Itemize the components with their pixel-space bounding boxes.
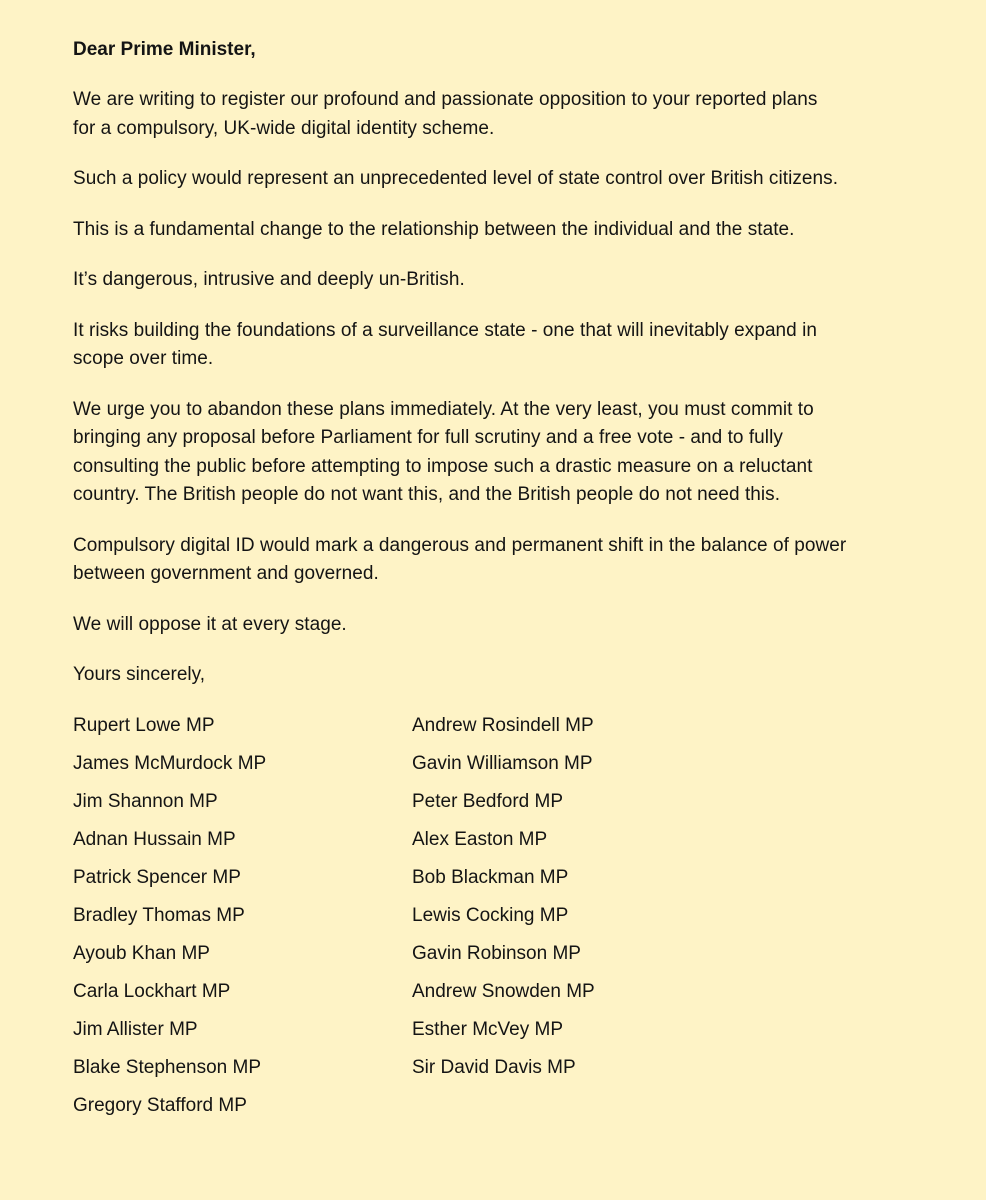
signatory: Gavin Williamson MP xyxy=(412,753,593,774)
signatory: Bob Blackman MP xyxy=(412,867,569,888)
signatory: Carla Lockhart MP xyxy=(73,981,231,1002)
signatory: Gavin Robinson MP xyxy=(412,943,581,964)
paragraph-oppose: We will oppose it at every stage. xyxy=(73,613,347,635)
signatory: Peter Bedford MP xyxy=(412,791,564,812)
paragraph-surveillance: It risks building the foundations of a surveillance state - one that will inevitably expand in scope over time. xyxy=(73,319,818,369)
paragraph-state-control: Such a policy would represent an unprecedented level of state control over British citizens. xyxy=(73,168,839,189)
closing: Yours sincerely, xyxy=(73,664,206,685)
signatory: Blake Stephenson MP xyxy=(73,1057,262,1078)
signatory: Adnan Hussain MP xyxy=(73,829,236,850)
signatory: Sir David Davis MP xyxy=(412,1057,576,1078)
signatory: Esther McVey MP xyxy=(412,1019,563,1040)
signatory: James McMurdock MP xyxy=(73,753,267,774)
signatory: Rupert Lowe MP xyxy=(73,715,215,736)
signatory: Andrew Snowden MP xyxy=(412,981,595,1002)
signatory: Lewis Cocking MP xyxy=(412,905,569,926)
salutation: Dear Prime Minister, xyxy=(73,39,256,60)
signatory: Jim Allister MP xyxy=(73,1019,198,1040)
signatory: Jim Shannon MP xyxy=(73,791,218,812)
signatory: Patrick Spencer MP xyxy=(73,867,241,888)
signatory: Ayoub Khan MP xyxy=(73,943,210,964)
signatory: Gregory Stafford MP xyxy=(73,1095,247,1116)
signatories xyxy=(73,707,933,1127)
signatories-left-column xyxy=(73,707,266,1125)
paragraph-power-shift: Compulsory digital ID would mark a dangerous and permanent shift in the balance of power between government and governed. xyxy=(73,534,847,584)
signatory: Bradley Thomas MP xyxy=(73,905,245,926)
paragraph-fundamental-change: This is a fundamental change to the relationship between the individual and the state. xyxy=(73,218,795,240)
paragraph-dangerous: It’s dangerous, intrusive and deeply un-British. xyxy=(73,269,465,290)
paragraph-opposition: We are writing to register our profound and passionate opposition to your reported plans for a compulsory, UK-wide digital identity scheme. xyxy=(73,89,818,139)
signatory: Andrew Rosindell MP xyxy=(412,715,594,736)
paragraph-urge-abandon: We urge you to abandon these plans immediately. At the very least, you must commit to bringing any proposal before Parliament for full scrutiny and a free vote - and to fully consulting the public before attempting to impose such a drastic measure on a reluctant country. The British people do not want this, and the British people do not need this. xyxy=(73,398,814,505)
signatory: Alex Easton MP xyxy=(412,829,548,850)
signatories-right-column xyxy=(412,707,595,1087)
